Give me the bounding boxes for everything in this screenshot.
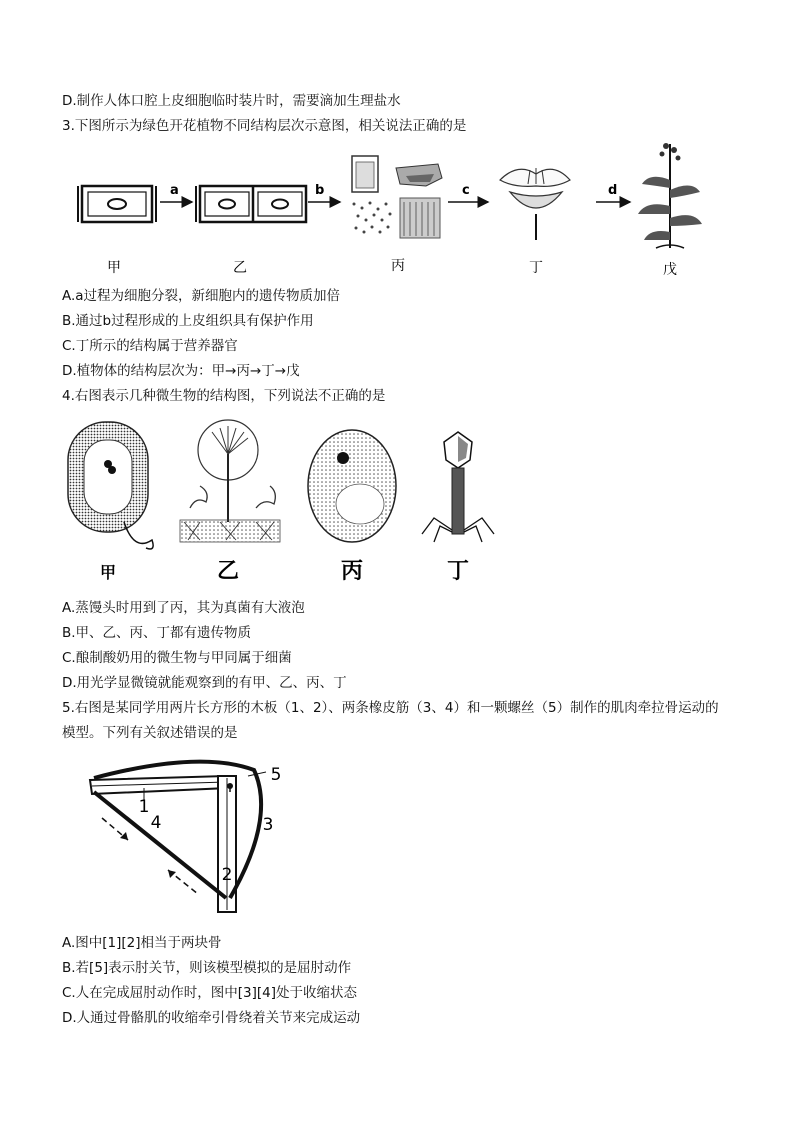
arrow-a-label: a: [170, 183, 179, 198]
q3-figure-plant-structure-levels: [70, 140, 730, 290]
q4-option-b: B.甲、乙、丙、丁都有遗传物质: [62, 625, 252, 641]
q5-option-d: D.人通过骨骼肌的收缩牵引骨绕着关节来完成运动: [62, 1010, 361, 1026]
plant-wu-icon: [638, 143, 702, 248]
bacteriophage-ding-icon: [422, 432, 494, 542]
yeast-bing-icon: [308, 430, 396, 542]
cell-jia-icon: [78, 186, 156, 222]
cells-yi-icon: [196, 186, 306, 222]
q3-stem: 3.下图所示为绿色开花植物不同结构层次示意图，相关说法正确的是: [62, 118, 467, 134]
arrow-d-label: d: [608, 183, 618, 198]
label-bing: 丙: [391, 258, 405, 274]
flower-ding-icon: [500, 168, 570, 240]
label-5: 5: [270, 765, 282, 785]
q3-option-a: A.a过程为细胞分裂，新细胞内的遗传物质加倍: [62, 288, 341, 304]
q3-option-d: D.植物体的结构层次为：甲→丙→丁→戊: [62, 363, 300, 379]
label-ding: 丁: [529, 260, 543, 276]
label-3: 3: [262, 815, 274, 835]
q4-option-d: D.用光学显微镜就能观察到的有甲、乙、丙、丁: [62, 675, 347, 691]
q4-figure-microorganisms: [60, 412, 500, 592]
label-jia: 甲: [99, 563, 117, 582]
arrow-c-label: c: [462, 183, 470, 198]
q4-option-a: A.蒸馒头时用到了丙，其为真菌有大液泡: [62, 600, 305, 616]
q4-stem: 4.右图表示几种微生物的结构图，下列说法不正确的是: [62, 388, 386, 404]
q5-stem-line2: 模型。下列有关叙述错误的是: [62, 725, 238, 741]
q5-option-c: C.人在完成屈肘动作时，图中[3][4]处于收缩状态: [62, 985, 357, 1001]
label-2: 2: [221, 865, 233, 885]
q5-stem-line1: 5.右图是某同学用两片长方形的木板（1、2）、两条橡皮筋（3、4）和一颗螺丝（5）制作的肌肉牵拉骨运动的: [62, 700, 719, 716]
q5-option-b: B.若[5]表示肘关节，则该模型模拟的是屈肘动作: [62, 960, 352, 976]
q3-option-b: B.通过b过程形成的上皮组织具有保护作用: [62, 313, 314, 329]
arrow-b-label: b: [315, 183, 325, 198]
label-bing: 丙: [340, 559, 364, 584]
q4-option-c: C.酿制酸奶用的微生物与甲同属于细菌: [62, 650, 292, 666]
label-1: 1: [138, 797, 150, 817]
label-yi: 乙: [233, 260, 247, 276]
q3-option-c: C.丁所示的结构属于营养器官: [62, 338, 238, 354]
label-jia: 甲: [107, 260, 121, 276]
label-ding: 丁: [446, 559, 470, 584]
mold-yi-icon: [180, 420, 280, 542]
q5-figure-muscle-bone-model: [80, 748, 300, 928]
q2-option-d: D.制作人体口腔上皮细胞临时装片时，需要滴加生理盐水: [62, 93, 401, 109]
label-wu: 戊: [663, 262, 677, 278]
tissues-bing-icon: [352, 156, 442, 238]
label-4: 4: [150, 813, 162, 833]
label-yi: 乙: [216, 559, 240, 584]
q5-option-a: A.图中[1][2]相当于两块骨: [62, 935, 222, 951]
bacterium-jia-icon: [68, 422, 153, 549]
